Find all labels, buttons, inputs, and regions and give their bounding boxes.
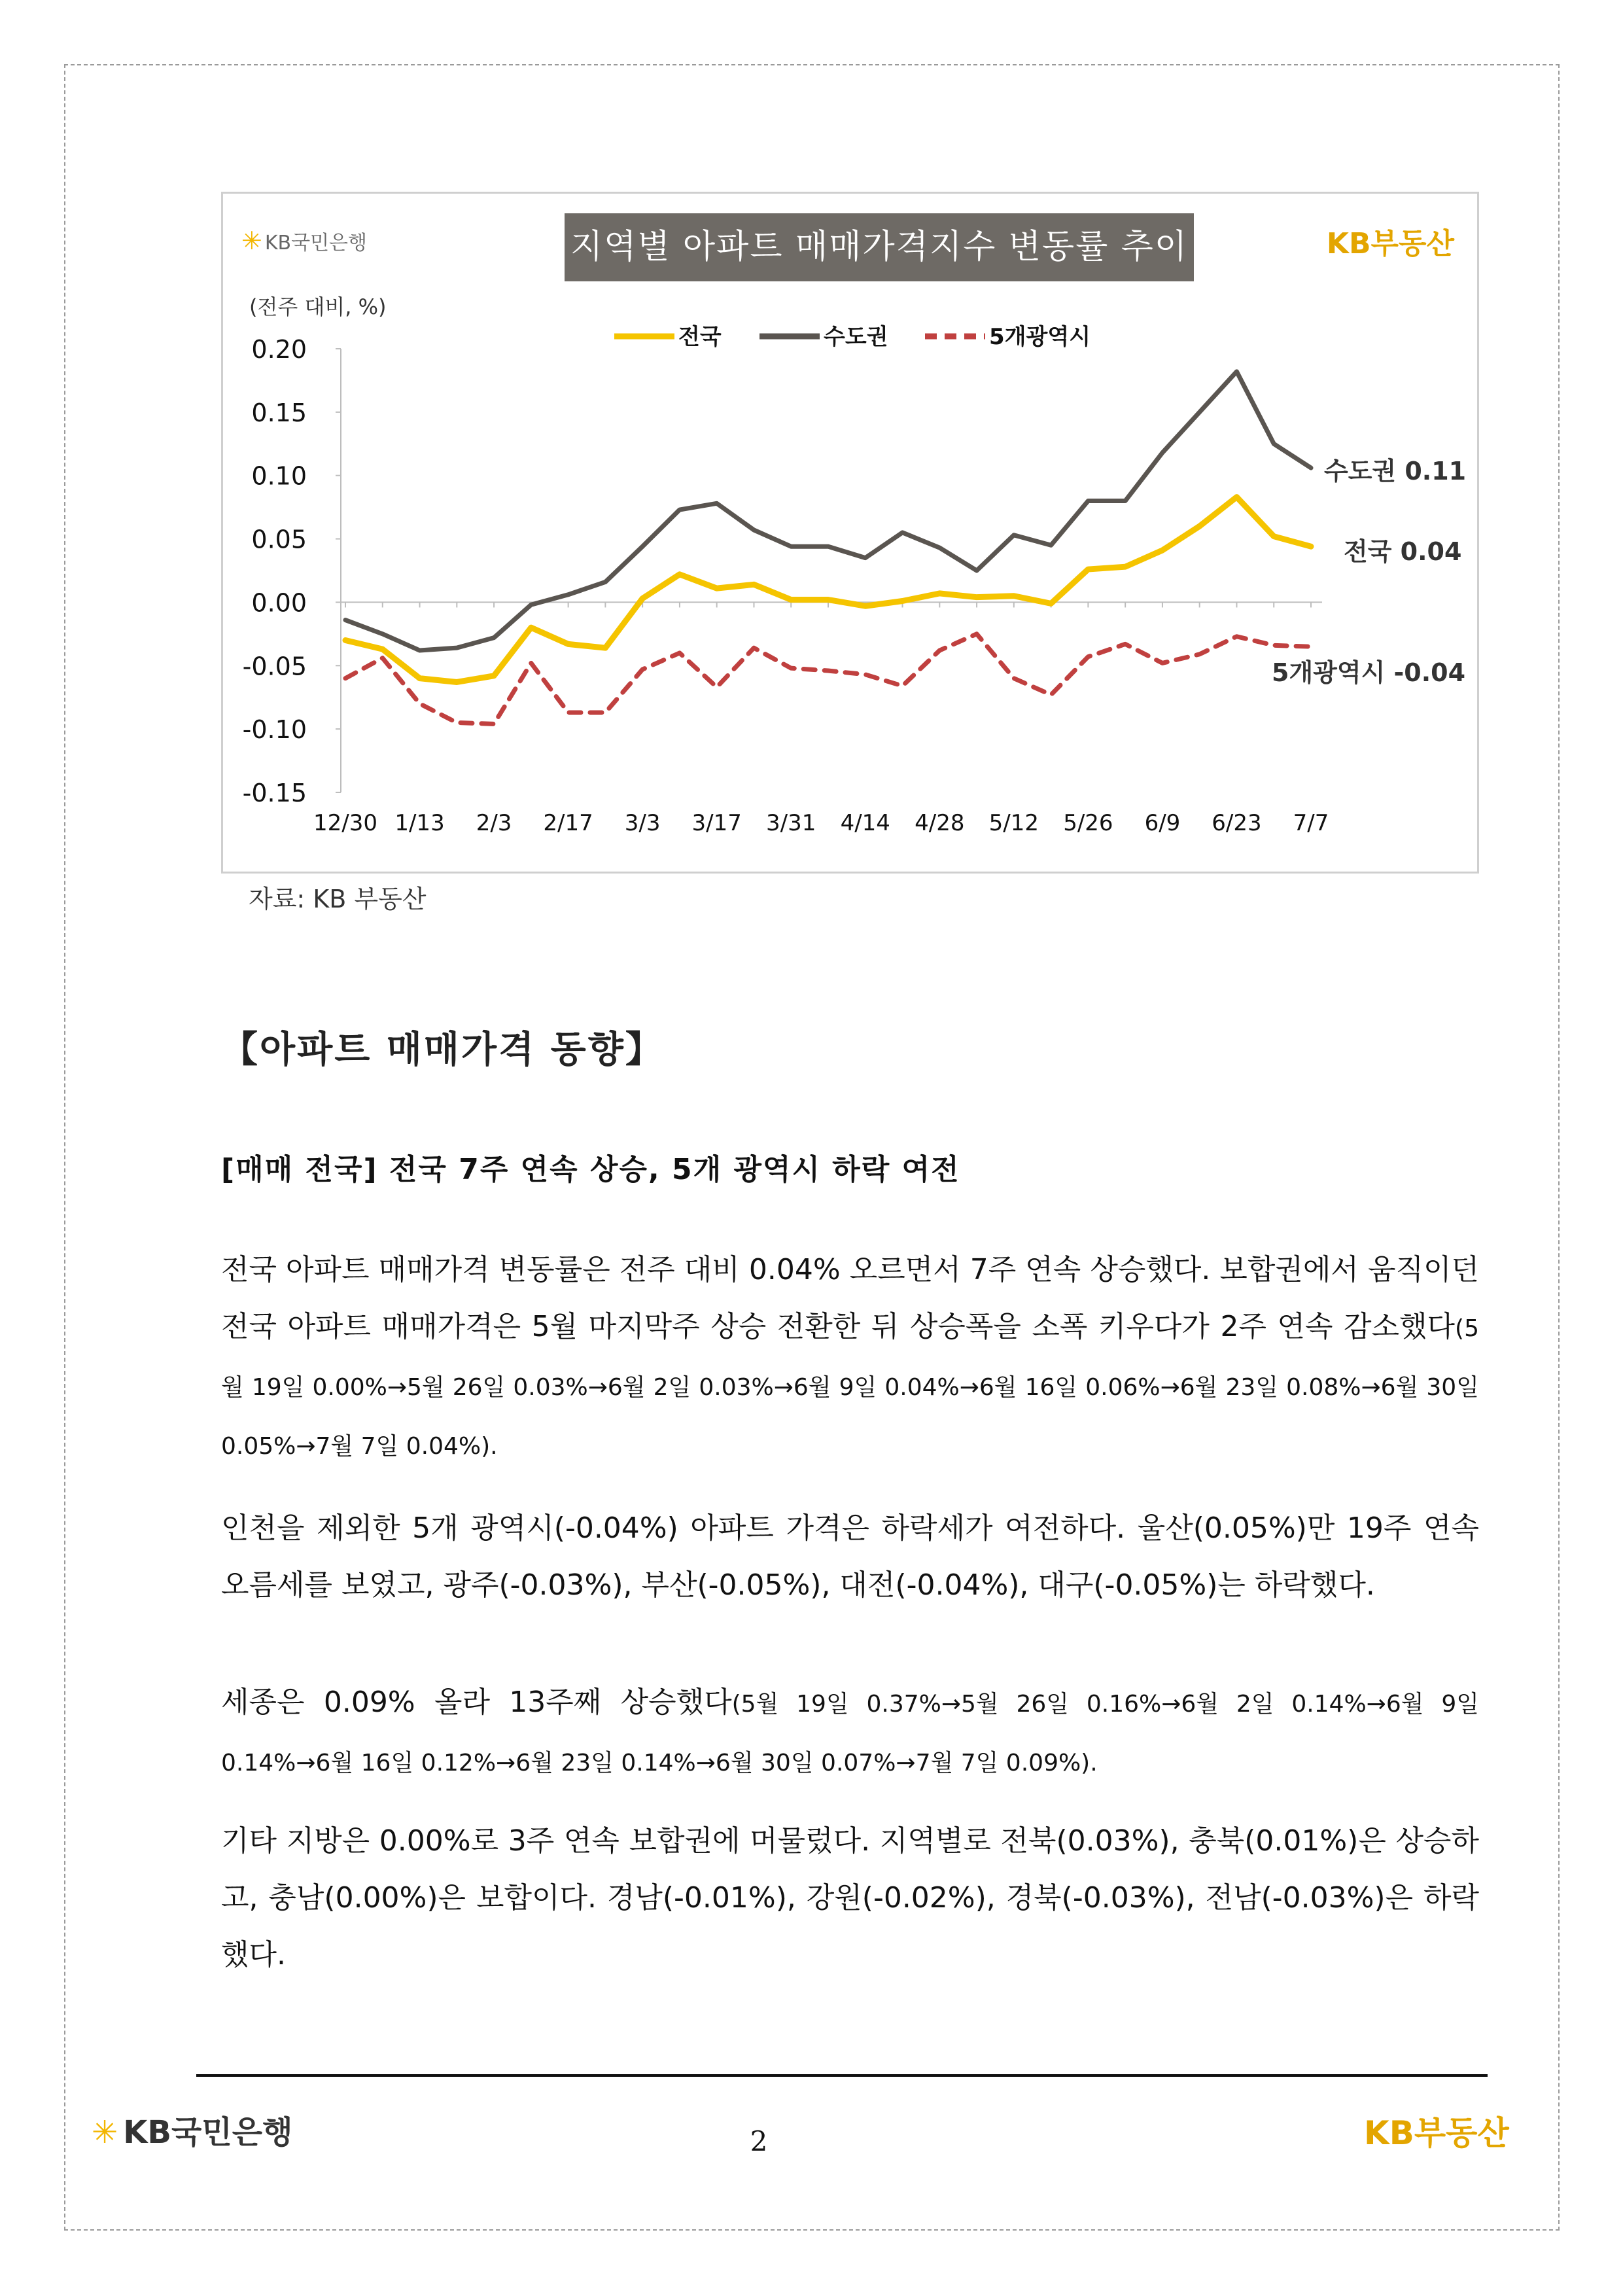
chart-card (221, 192, 1479, 874)
x-tick-label: 5/12 (988, 810, 1039, 836)
y-tick-label: 0.15 (251, 398, 307, 427)
y-tick-label: 0.05 (251, 525, 307, 554)
source-note: 자료: KB 부동산 (249, 885, 427, 913)
kb-star-icon: ✳ (92, 2114, 118, 2151)
legend-label: 수도권 (824, 324, 888, 350)
x-tick-label: 7/7 (1293, 810, 1329, 836)
footer-divider (196, 2074, 1488, 2077)
paragraph-national-detail: (5월 19일 0.00%→5월 26일 0.03%→6월 2일 0.03%→6월 9일 0.04%→6월 16일 0.06%→6월 23일 0.08%→6월 30일 0.05%→7월 7일 0.04%). (221, 1315, 1479, 1460)
x-tick-label: 3/3 (624, 810, 661, 836)
page-number: 2 (750, 2125, 768, 2157)
y-tick-label: 0.00 (251, 588, 307, 618)
paragraph-sejong (221, 1674, 1479, 1792)
x-tick-label: 4/28 (915, 810, 965, 836)
chart-title: 지역별 아파트 매매가격지수 변동률 추이 (565, 213, 1194, 281)
x-tick-label: 6/23 (1212, 810, 1262, 836)
paragraph-metro-cities: 인천을 제외한 5개 광역시(-0.04%) 아파트 가격은 하락세가 여전하다. 울산(0.05%)만 19주 연속 오름세를 보였고, 광주(-0.03%), 부산(-0.05%), 대전(-0.04%), 대구(-0.05%)는 하락했다. (221, 1511, 1479, 1602)
footer-kb-bank-logo-text: KB국민은행 (123, 2114, 293, 2151)
series-line-전국 (345, 497, 1311, 682)
x-tick-label: 3/31 (766, 810, 816, 836)
paragraph-national (221, 1241, 1479, 1475)
sub-title: [매매 전국] 전국 7주 연속 상승, 5개 광역시 하락 여전 (221, 1153, 960, 1186)
y-tick-label: -0.15 (242, 779, 307, 807)
paragraph-national-main: 전국 아파트 매매가격 변동률은 전주 대비 0.04% 오르면서 7주 연속 상승했다. 보합권에서 움직이던 전국 아파트 매매가격은 5월 마지막주 상승 전환한 뒤 상승폭을 소폭 키우다가 2주 연속 감소했다 (221, 1253, 1479, 1343)
chart-unit: (전주 대비, %) (249, 294, 387, 319)
y-tick-label: -0.05 (242, 652, 307, 681)
y-tick-label: 0.10 (251, 461, 307, 491)
y-tick-label: -0.10 (242, 715, 307, 745)
y-tick-label: 0.20 (251, 335, 307, 364)
kb-star-icon: ✳ (241, 226, 262, 255)
x-tick-label: 1/13 (394, 810, 445, 836)
footer-kb-realestate-logo: KB부동산 (1364, 2114, 1509, 2152)
paragraph-other-regions: 기타 지방은 0.00%로 3주 연속 보합권에 머물렀다. 지역별로 전북(0.03%), 충북(0.01%)은 상승하고, 충남(0.00%)은 보합이다. 경남(-0.01%), 강원(-0.02%), 경북(-0.03%), 전남(-0.03%)은 하락했다. (221, 1824, 1479, 1971)
x-tick-label: 2/3 (476, 810, 512, 836)
x-tick-label: 2/17 (543, 810, 593, 836)
line-chart (223, 194, 1481, 875)
end-label: 5개광역시 -0.04 (1272, 658, 1466, 687)
paragraph-sejong-detail: (5월 19일 0.37%→5월 26일 0.16%→6월 2일 0.14%→6월 9일 0.14%→6월 16일 0.12%→6월 23일 0.14%→6월 30일 0.07%→7월 7일 0.09%). (221, 1691, 1479, 1776)
section-title: 【아파트 매매가격 동향】 (221, 1029, 664, 1071)
x-tick-label: 6/9 (1144, 810, 1181, 836)
x-tick-label: 5/26 (1063, 810, 1113, 836)
end-label: 전국 0.04 (1344, 537, 1462, 566)
series-line-수도권 (345, 372, 1311, 650)
paragraph-sejong-main: 세종은 0.09% 올라 13주째 상승했다 (221, 1686, 732, 1719)
x-tick-label: 3/17 (691, 810, 742, 836)
legend-label: 5개광역시 (989, 324, 1091, 350)
legend-label: 전국 (678, 324, 722, 350)
kb-realestate-logo: KB부동산 (1326, 227, 1454, 260)
x-tick-label: 4/14 (840, 810, 890, 836)
x-tick-label: 12/30 (313, 810, 377, 836)
footer-kb-bank-logo (92, 2107, 292, 2152)
kb-bank-logo-text: KB국민은행 (264, 232, 368, 255)
end-label: 수도권 0.11 (1324, 457, 1467, 486)
